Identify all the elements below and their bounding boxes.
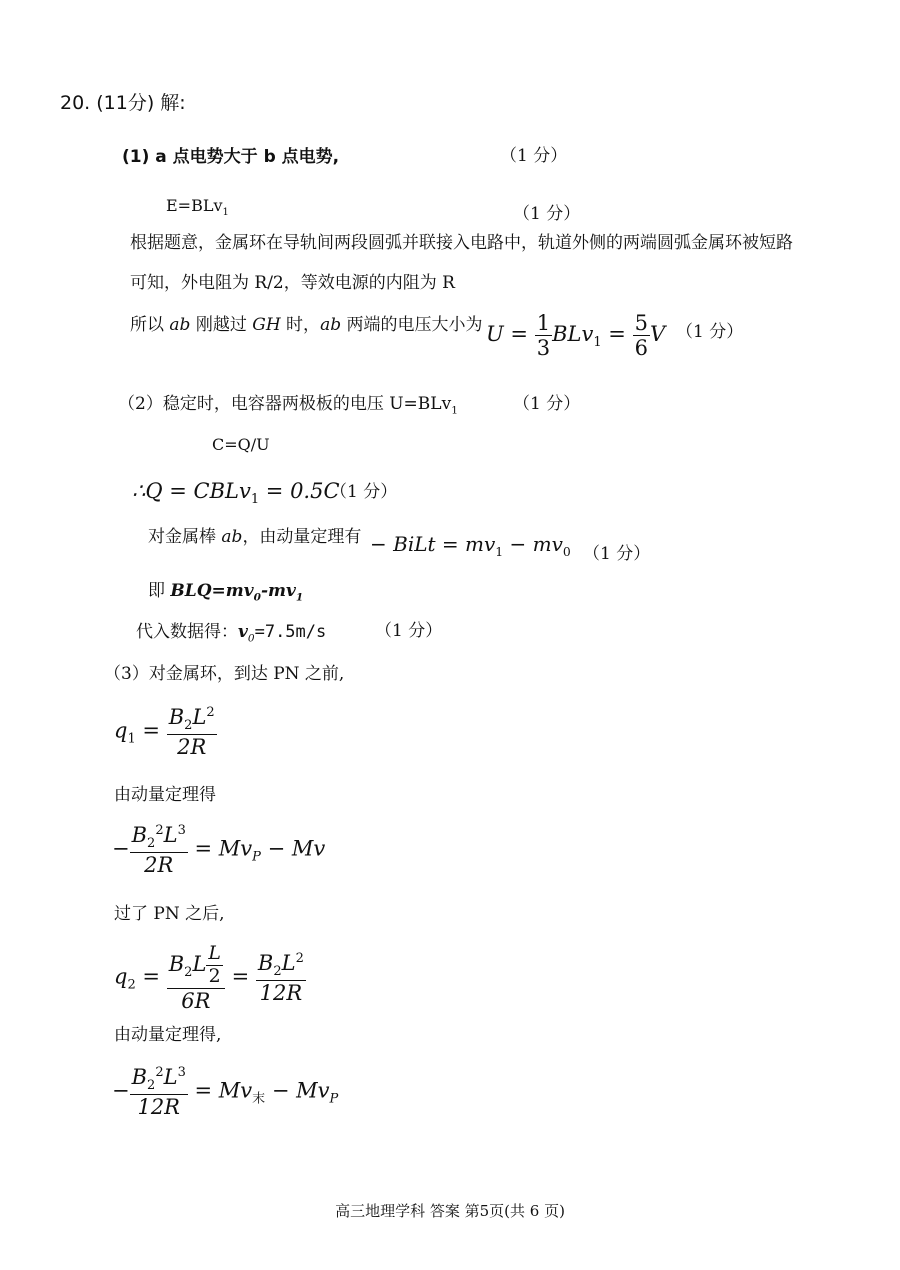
part2-label: （2）稳定时，电容器两极板的电压 U=BLv$_1$ xyxy=(118,394,458,417)
p1-text-1: 根据题意，金属环在导轨间两段圆弧并联接入电路中，轨道外侧的两端圆弧金属环被短路 xyxy=(130,233,793,253)
p3-after-pn: 过了 PN 之后, xyxy=(114,904,225,924)
p2-momentum-text: 对金属棒 ab，由动量定理有 xyxy=(148,527,362,547)
score-p1-3: （1 分） xyxy=(676,322,744,342)
eq-q2: $q_2$ = $B_2L$ $\frac{L}{2}$ 6R = $\frac{B_2L^2}{12R}$ xyxy=(114,942,304,1013)
eq-momentum-after: − $\frac{B_2^2L^3}{12R}$ = $Mv_末 - Mv_P$ xyxy=(112,1065,339,1119)
eq-momentum-before: − $\frac{B_2^2L^3}{2R}$ = $Mv_P - Mv$ xyxy=(112,823,326,877)
eq-u-voltage: U = $\frac{1}{3}$ BLv$_1$ = $\frac{5}{6}$ V xyxy=(486,311,666,361)
page-footer: 高三地理学科 答案 第5页(共 6 页) xyxy=(335,1202,565,1220)
eq-q-cblv: ∴Q = CBLv$_1$ = 0.5C xyxy=(132,479,340,508)
eq-momentum: − BiLt = $mv_1 - mv_0$ xyxy=(370,532,571,559)
score-p2-4: （1 分） xyxy=(375,621,443,641)
score-p2-1: （1 分） xyxy=(513,394,581,414)
score-p1-1: （1 分） xyxy=(500,146,568,166)
part3-label: （3）对金属环，到达 PN 之前, xyxy=(104,664,345,684)
score-p1-2: （1 分） xyxy=(513,204,581,224)
p2-substitution: 代入数据得：$v_0=7.5m/s$ xyxy=(136,622,327,645)
score-p2-2: （1 分） xyxy=(330,482,398,502)
p3-momentum-2: 由动量定理得, xyxy=(114,1025,222,1045)
p2-blq-line: 即 $BLQ=mv_0-mv_1$ xyxy=(148,581,304,604)
question-title: 20. (11分) 解: xyxy=(60,92,186,114)
p3-momentum-1: 由动量定理得 xyxy=(114,785,216,805)
eq-c-qu: C=Q/U xyxy=(212,435,270,454)
part1-label: (1) a 点电势大于 b 点电势, xyxy=(122,147,340,167)
score-p2-3: （1 分） xyxy=(583,544,651,564)
eq-q1: $q_1$ = $\frac{B_2L^2}{2R}$ xyxy=(114,705,215,759)
p1-text-3: 所以 ab 刚越过 GH 时，ab 两端的电压大小为 xyxy=(130,315,483,335)
p1-text-2: 可知，外电阻为 R/2，等效电源的内阻为 R xyxy=(130,273,455,293)
eq-e-blv: E=BLv$_1$ xyxy=(166,196,229,219)
